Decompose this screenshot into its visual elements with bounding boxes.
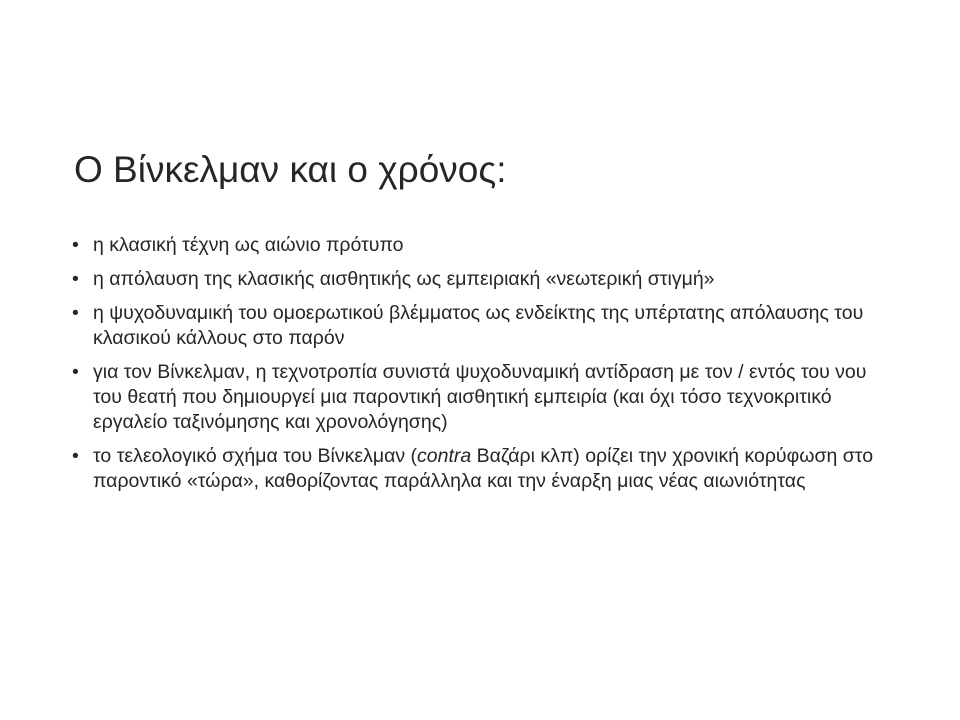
list-item xyxy=(72,360,892,435)
bullet-icon: • xyxy=(72,445,79,467)
bullet-icon: • xyxy=(72,234,79,256)
bullet-text-after: Βαζάρι κλπ) ορίζει την χρονική κορύφωση στο παροντικό «τώρα», καθορίζοντας παράλληλα και την έναρξη μιας νέας αιωνιότητας xyxy=(93,445,874,492)
bullet-text: η ψυχοδυναμική του ομοερωτικού βλέμματος ως ενδείκτης της υπέρτατης απόλαυσης του κλασικού κάλλους στο παρόν xyxy=(93,302,864,349)
list-item xyxy=(72,301,892,351)
bullet-text-italic: contra xyxy=(417,445,472,467)
list-item xyxy=(72,444,892,494)
bullet-text xyxy=(93,445,873,492)
bullet-text: η κλασική τέχνη ως αιώνιο πρότυπο xyxy=(93,234,404,256)
bullet-text: η απόλαυση της κλασικής αισθητικής ως εμπειριακή «νεωτερική στιγμή» xyxy=(93,268,715,290)
bullet-icon: • xyxy=(72,302,79,324)
bullet-list xyxy=(72,233,892,503)
list-item xyxy=(72,233,892,258)
list-item xyxy=(72,267,892,292)
bullet-icon: • xyxy=(72,268,79,290)
slide-title: Ο Βίνκελμαν και ο χρόνος: xyxy=(74,149,507,190)
bullet-text-before: το τελεολογικό σχήμα του Βίνκελμαν ( xyxy=(93,445,418,467)
bullet-icon: • xyxy=(72,361,79,383)
bullet-text: για τον Βίνκελμαν, η τεχνοτροπία συνιστά ψυχοδυναμική αντίδραση με τον / εντός του νου του θεατή που δημιουργεί μια παροντική αισθητική εμπειρία (και όχι τόσο τεχνοκριτικό εργαλείο ταξινόμησης και χρονολόγησης) xyxy=(93,361,867,433)
